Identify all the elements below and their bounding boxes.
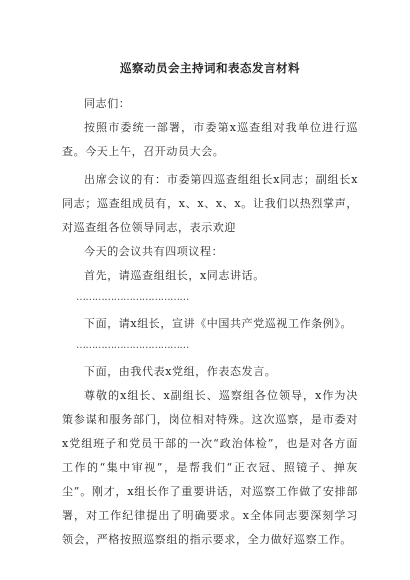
paragraph-agenda-item-3: 下面，由我代表x党组，作表态发言。 <box>84 365 277 378</box>
ellipsis-separator-1: ……………………………… <box>76 292 189 303</box>
salutation: 同志们： <box>84 97 131 110</box>
paragraph-agenda-item-2: 下面，请x组长，宣讲《中国共产党巡视工作条例》。 <box>84 317 353 330</box>
document-title: 巡察动员会主持词和表态发言材料 <box>120 61 300 75</box>
ellipsis-separator-2: ……………………………… <box>76 340 189 351</box>
document-page <box>62 60 358 552</box>
paragraph-agenda-item-1: 首先，请巡查组组长，x同志讲话。 <box>84 269 265 282</box>
paragraph-statement: 尊敬的x组长、x副组长、巡察组各位领导，x作为决策参谋和服务部门，岗位相对特殊。这次巡察，是市委对x党组班子和党员干部的一次“政治体检”，也是对各方面工作的“集中审视”，是帮我们“正衣冠、照镜子、掸灰尘”。刚才，x组长作了重要讲话，对巡察工作做了安排部署，对工作纪律提出了明确要求。x全体同志要深刻学习领会，严格按照巡察组的指示要求，全力做好巡察工作。 <box>62 389 358 546</box>
paragraph-opening: 按照市委统一部署，市委第x巡查组对我单位进行巡查。今天上午，召开动员大会。 <box>62 121 358 158</box>
paragraph-attendees: 出席会议的有：市委第四巡查组组长x同志；副组长x同志；巡查组成员有，x、x、x、x。让我们以热烈掌声，对巡查组各位领导同志，表示欢迎 <box>62 173 358 234</box>
paragraph-agenda: 今天的会议共有四项议程： <box>84 245 224 258</box>
